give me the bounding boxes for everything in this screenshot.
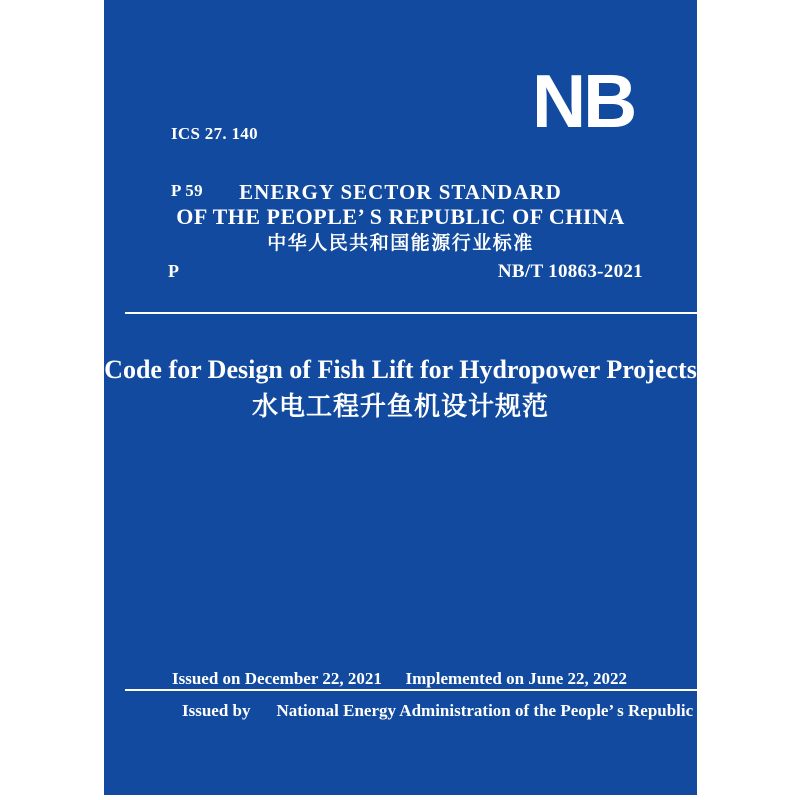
title-english: Code for Design of Fish Lift for Hydropower Projects: [104, 355, 697, 384]
doc-class-number-row: [168, 261, 643, 283]
issued-date: Issued on December 22, 2021: [172, 669, 382, 688]
cover-panel: [104, 0, 761, 795]
title-chinese: 水电工程升鱼机设计规范: [251, 392, 549, 421]
heading-line1-en: ENERGY SECTOR STANDARD: [239, 180, 562, 204]
title-block: [104, 355, 697, 423]
heading-line3-cn: 中华人民共和国能源行业标准: [267, 233, 534, 254]
issued-by-value: National Energy Administration of the People’ s Republic of China: [276, 701, 761, 720]
top-divider-line: [125, 312, 697, 314]
issuer-row: [182, 701, 760, 721]
classification-code: P 59: [171, 181, 203, 200]
doc-number: NB/T 10863-2021: [497, 261, 643, 282]
ics-code: ICS 27. 140: [171, 124, 258, 143]
nb-logo: NB: [532, 59, 635, 143]
issued-by-label: Issued by: [182, 701, 251, 720]
standard-heading: [104, 180, 697, 256]
implemented-date: Implemented on June 22, 2022: [405, 669, 627, 688]
dates-row: [172, 669, 627, 689]
doc-class: P: [168, 261, 179, 281]
bottom-divider-line: [125, 689, 697, 691]
heading-line2-en: OF THE PEOPLE’ S REPUBLIC OF CHINA: [176, 204, 625, 229]
